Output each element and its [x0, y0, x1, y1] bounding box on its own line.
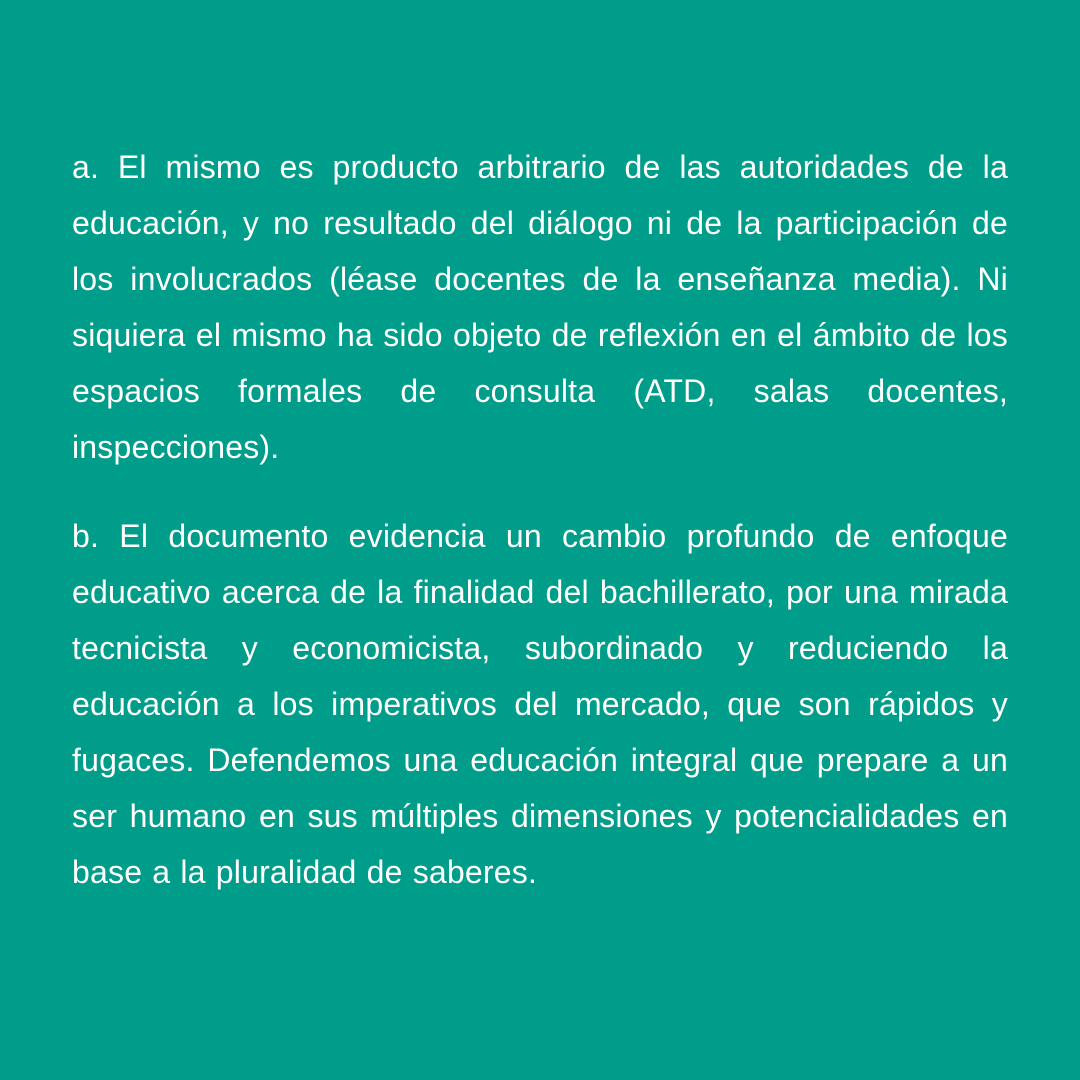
paragraph-b: b. El documento evidencia un cambio profundo de enfoque educativo acerca de la finalidad del bachillerato, por una mirada tecnicista y economicista, subordinado y reduciendo la educación a los imperativos del mercado, que son rápidos y fugaces. Defendemos una educación integral que prepare a un ser humano en sus múltiples dimensiones y potencialidades en base a la pluralidad de saberes. — [72, 518, 1008, 890]
paragraph-a: a. El mismo es producto arbitrario de las autoridades de la educación, y no resultado del diálogo ni de la participación de los involucrados (léase docentes de la enseñanza media). Ni siquiera el mismo ha sido objeto de reflexión en el ámbito de los espacios formales de consulta (ATD, salas docentes, inspecciones). — [72, 149, 1008, 465]
